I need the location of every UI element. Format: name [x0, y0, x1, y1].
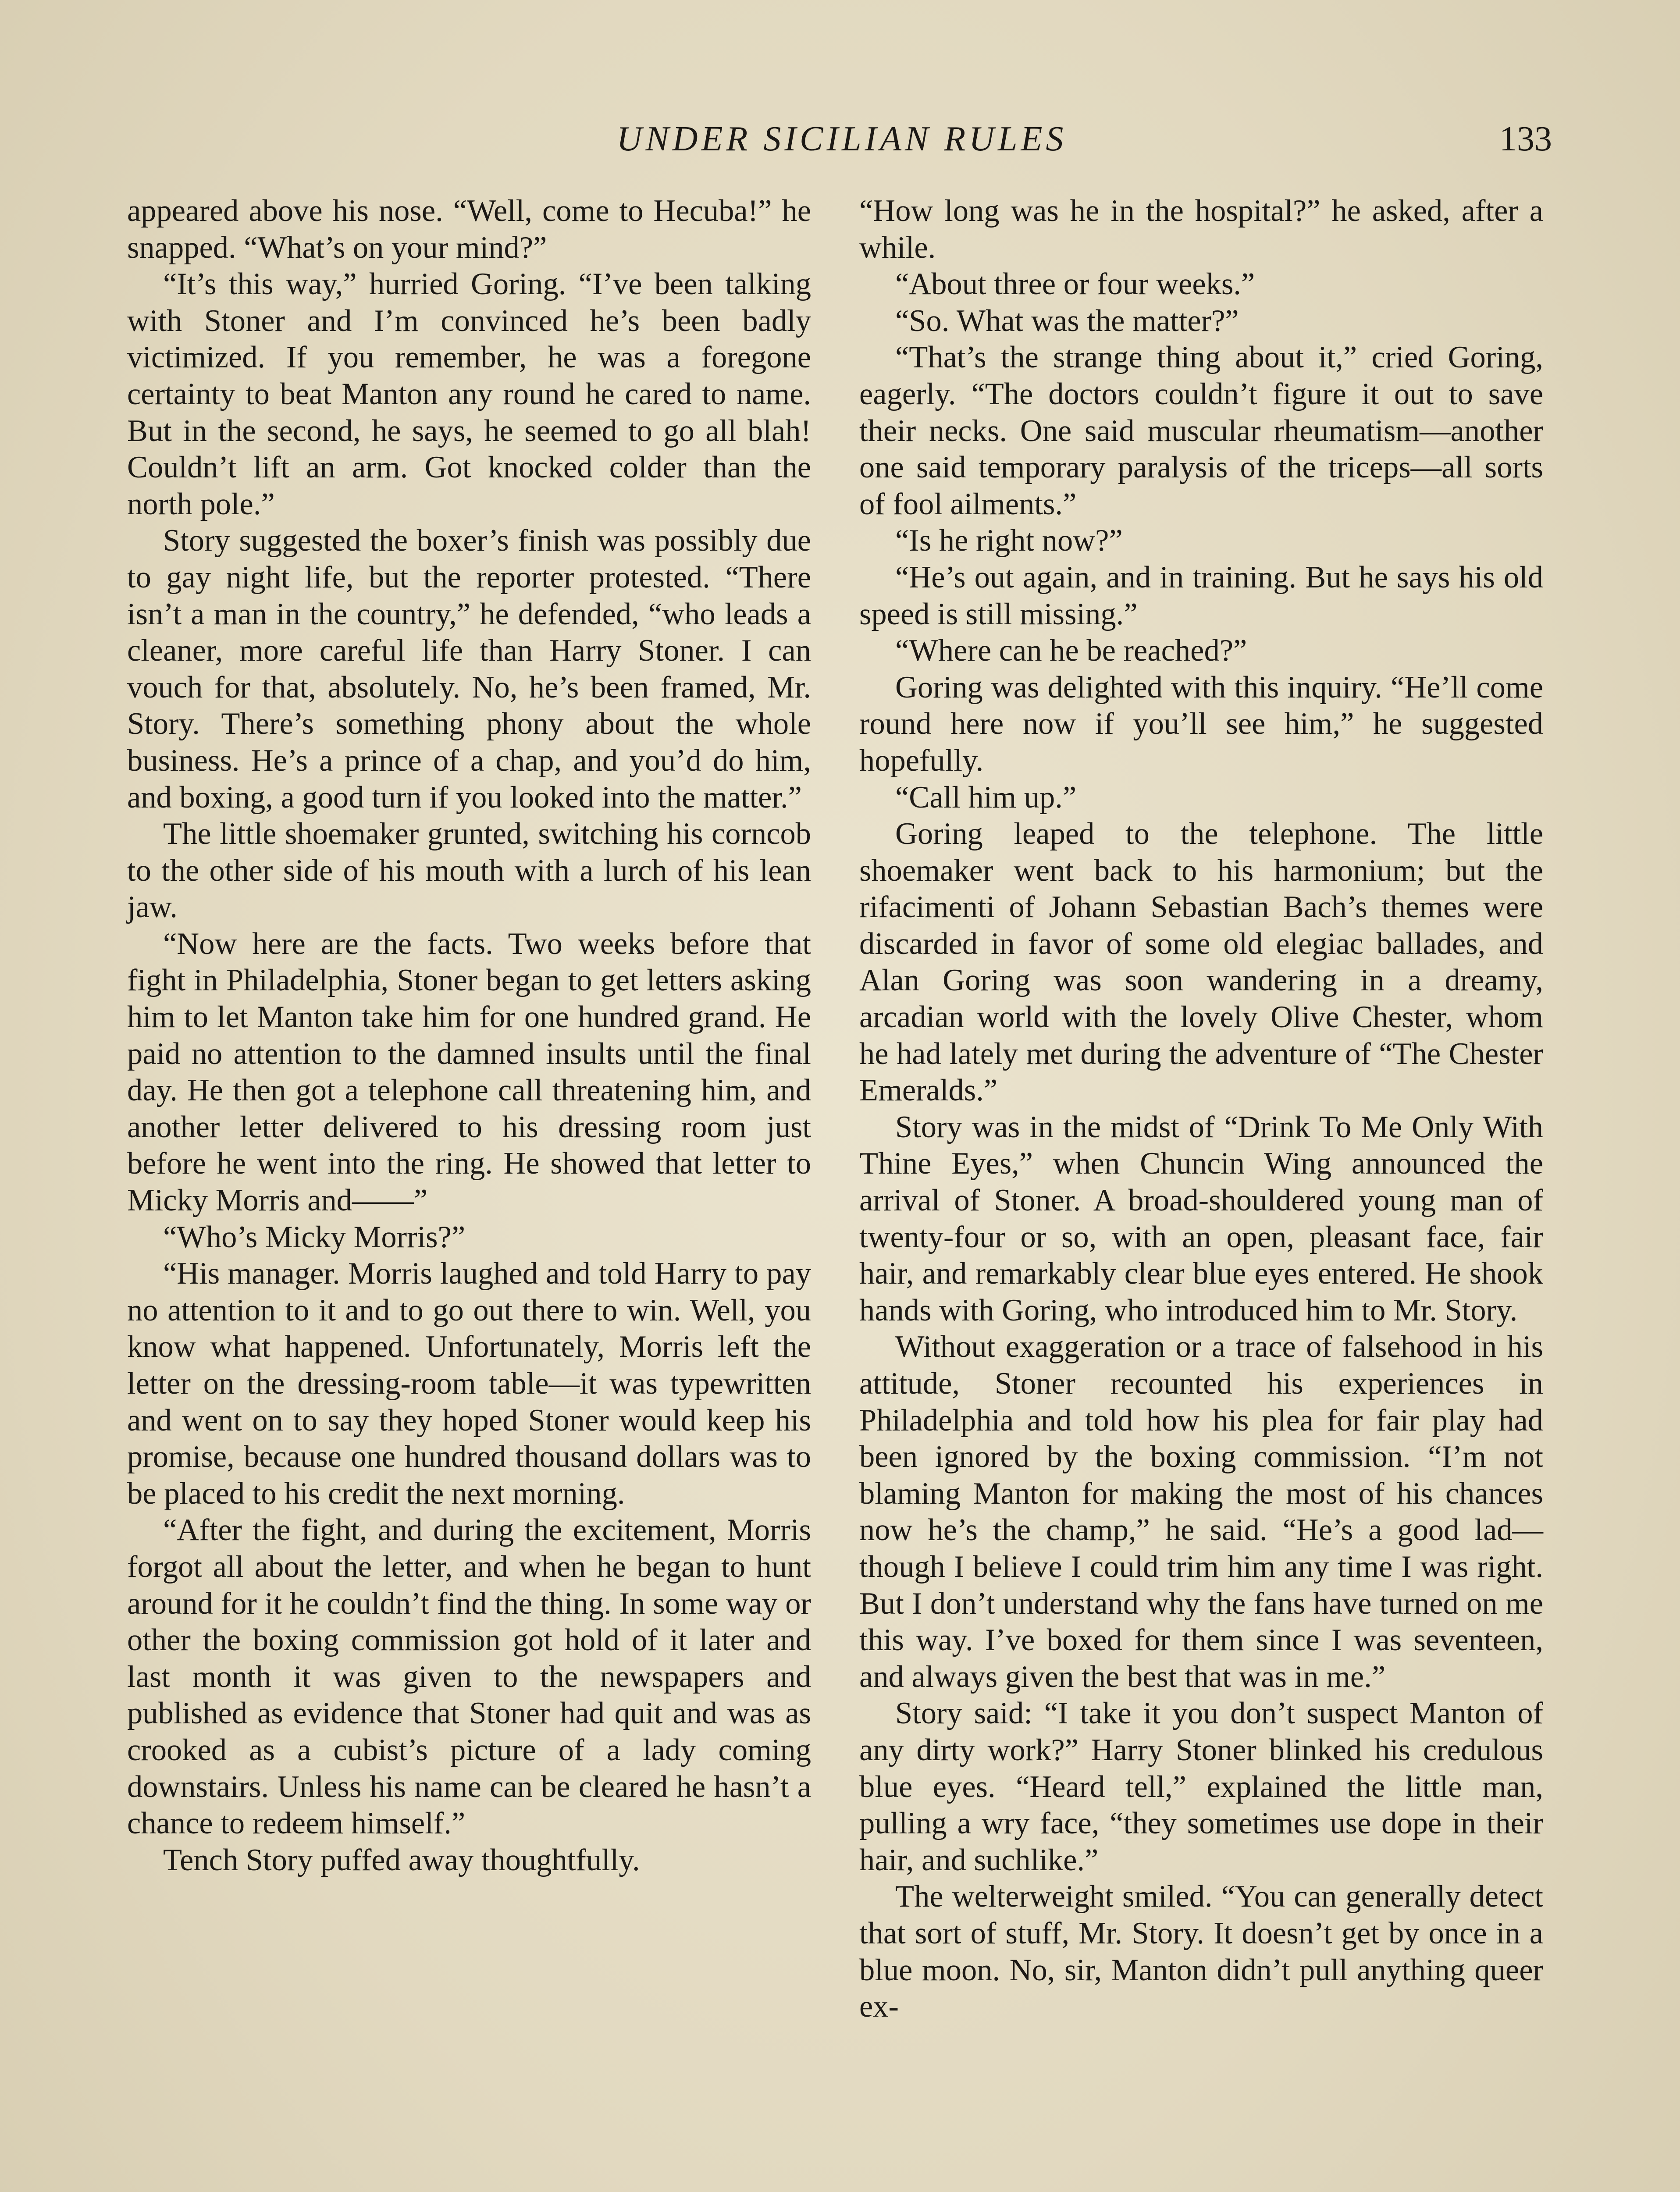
page-header — [132, 115, 1552, 163]
paragraph: “He’s out again, and in training. But he says his old speed is still missing.” — [859, 560, 1543, 631]
paragraph: Goring leaped to the telephone. The little shoemaker went back to his harmonium; but the rifacimenti of Johann Sebastian Bach’s themes were discarded in favor of some old elegiac ballades, and Alan Goring was soon wandering in a dreamy, arcadian world with the lovely Olive Chester, whom he had lately met during the adventure of “The Chester Emeralds.” — [859, 817, 1543, 1108]
paragraph: “Now here are the facts. Two weeks before that fight in Philadelphia, Stoner began to get letters asking him to let Manton take him for one hundred grand. He paid no attention to the damned insults until the final day. He then got a telephone call threatening him, and another letter delivered to his dressing room just before he went into the ring. He showed that letter to Micky Morris and——” — [127, 926, 811, 1218]
paragraph: “His manager. Morris laughed and told Harry to pay no attention to it and to go out there to win. Well, you know what happened. Unfortunately, Morris left the letter on the dressing-room table—it was typewritten and went on to say they hoped Stoner would keep his promise, because one hundred thousand dollars was to be placed to his credit the next morning. — [127, 1256, 811, 1511]
left-column — [127, 193, 811, 1879]
paragraph: The welterweight smiled. “You can generally detect that sort of stuff, Mr. Story. It doesn’t get by once in a blue moon. No, sir, Manton didn’t pull anything queer ex- — [859, 1879, 1543, 2024]
paragraph: “It’s this way,” hurried Goring. “I’ve been talking with Stoner and I’m convinced he’s been badly victimized. If you remember, he was a foregone certainty to beat Manton any round he cared to name. But in the second, he says, he seemed to go all blah! Couldn’t lift an arm. Got knocked colder than the north pole.” — [127, 267, 811, 521]
paragraph: “Who’s Micky Morris?” — [163, 1220, 466, 1254]
page-number: 133 — [1499, 120, 1552, 158]
running-title: UNDER SICILIAN RULES — [616, 120, 1067, 158]
paragraph: “Is he right now?” — [895, 523, 1123, 558]
paragraph: Without exaggeration or a trace of falsehood in his attitude, Stoner recounted his experiences in Philadelphia and told how his plea for fair play had been ignored by the boxing commission. “I’m not blaming Manton for making the most of his chances now he’s the champ,” he said. “He’s a good lad—though I believe I could trim him any time I was right. But I don’t understand why the fans have turned on me this way. I’ve boxed for them since I was seventeen, and always given the best that was in me.” — [859, 1330, 1543, 1694]
paragraph: Tench Story puffed away thoughtfully. — [163, 1843, 640, 1877]
paragraph: “So. What was the matter?” — [895, 303, 1239, 338]
paragraph: “About three or four weeks.” — [895, 267, 1255, 302]
paragraph: “How long was he in the hospital?” he asked, after a while. — [859, 194, 1543, 265]
paragraph: The little shoemaker grunted, switching his corncob to the other side of his mouth with a lurch of his lean jaw. — [127, 817, 811, 925]
paragraph: Story suggested the boxer’s finish was possibly due to gay night life, but the reporter protested. “There isn’t a man in the country,” he defended, “who leads a cleaner, more careful life than Harry Stoner. I can vouch for that, absolutely. No, he’s been framed, Mr. Story. There’s something phony about the whole business. He’s a prince of a chap, and you’d do him, and boxing, a good turn if you looked into the matter.” — [127, 523, 811, 815]
paragraph: “Where can he be reached?” — [895, 633, 1247, 668]
paragraph: Story was in the midst of “Drink To Me Only With Thine Eyes,” when Chuncin Wing announced the arrival of Stoner. A broad-shouldered young man of twenty-four or so, with an open, pleasant face, fair hair, and remarkably clear blue eyes entered. He shook hands with Goring, who introduced him to Mr. Story. — [859, 1110, 1543, 1327]
paragraph: appeared above his nose. “Well, come to Hecuba!” he snapped. “What’s on your mind?” — [127, 194, 811, 265]
paragraph: “Call him up.” — [895, 780, 1077, 815]
paragraph: “That’s the strange thing about it,” cried Goring, eagerly. “The doctors couldn’t figure it out to save their necks. One said muscular rheumatism—another one said temporary paralysis of the triceps—all sorts of fool ailments.” — [859, 340, 1543, 521]
right-column — [859, 193, 1543, 2025]
paragraph: Goring was delighted with this inquiry. “He’ll come round here now if you’ll see him,” he suggested hopefully. — [859, 670, 1543, 778]
paragraph: Story said: “I take it you don’t suspect Manton of any dirty work?” Harry Stoner blinked his credulous blue eyes. “Heard tell,” explained the little man, pulling a wry face, “they sometimes use dope in their hair, and suchlike.” — [859, 1696, 1543, 1877]
paragraph: “After the fight, and during the excitement, Morris forgot all about the letter, and when he began to hunt around for it he couldn’t find the thing. In some way or other the boxing commission got hold of it later and last month it was given to the newspapers and published as evidence that Stoner had quit and was as crooked as a cubist’s picture of a lady coming downstairs. Unless his name can be cleared he hasn’t a chance to redeem himself.” — [127, 1513, 811, 1841]
